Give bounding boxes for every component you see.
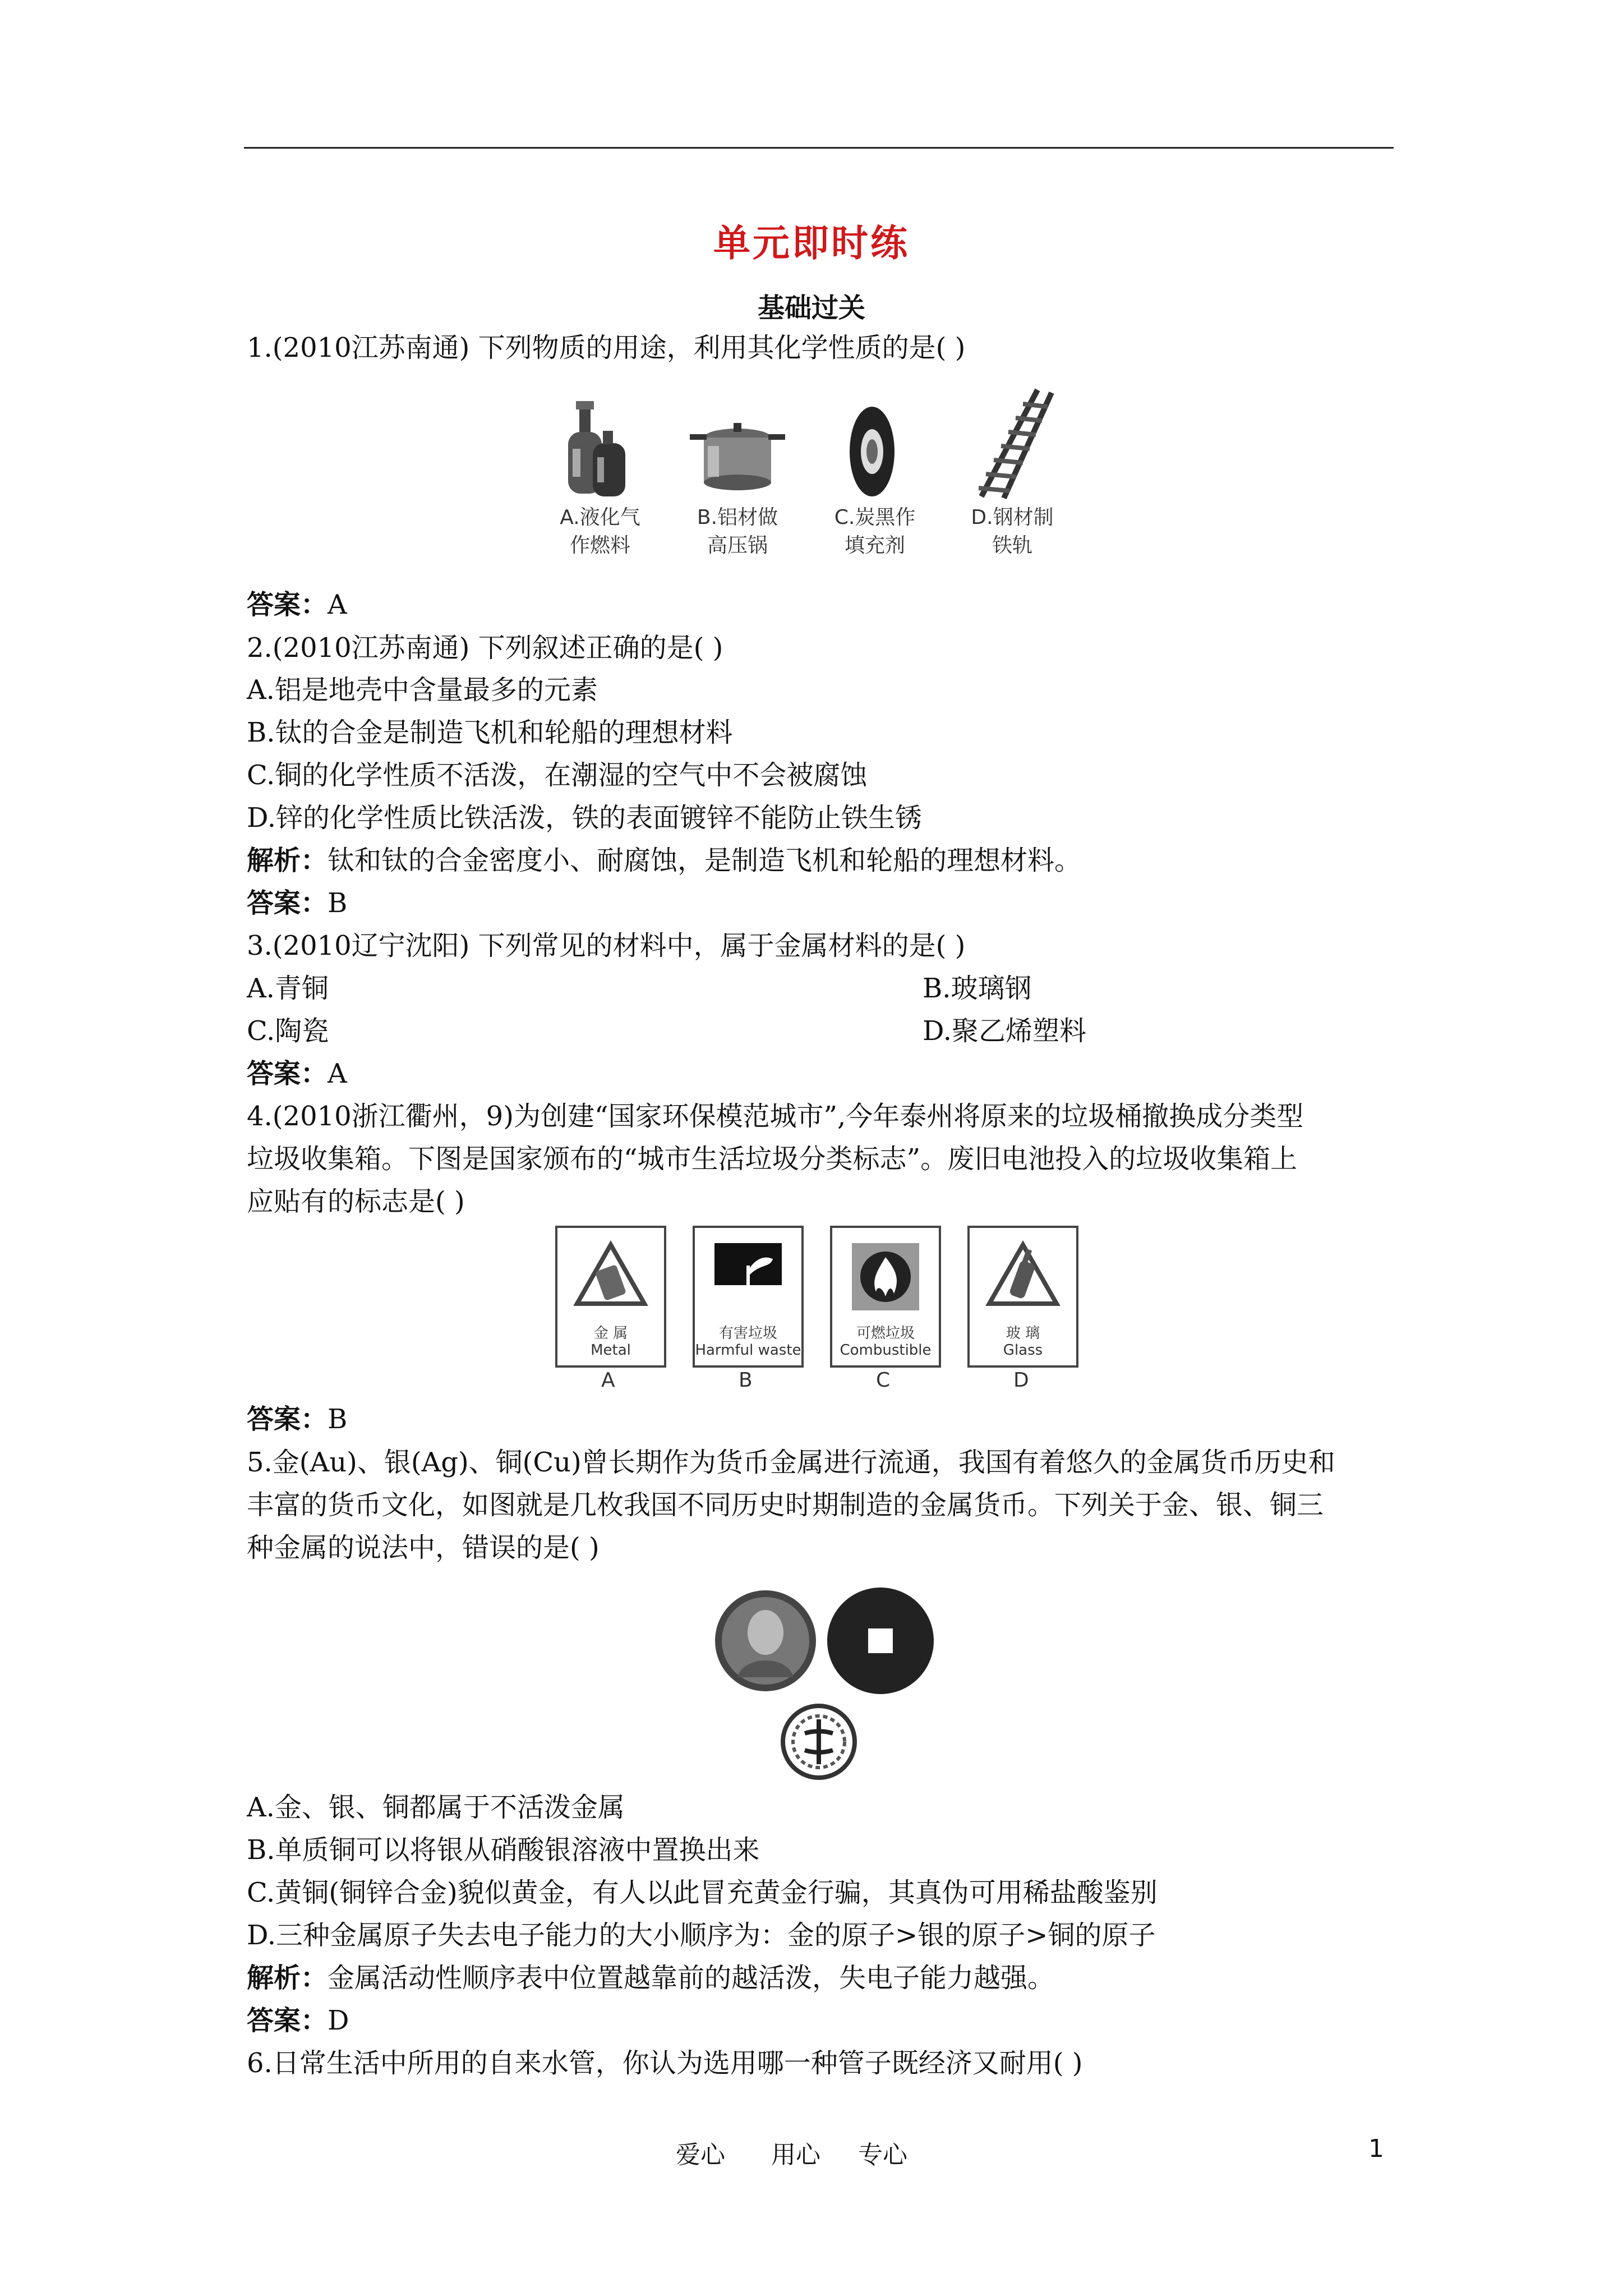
sign-letter-a: A (601, 1369, 615, 1392)
question-2-option-a: A.铝是地壳中含量最多的元素 (247, 674, 598, 706)
header-rule (244, 147, 1394, 149)
question-3-option-c: C.陶瓷 (247, 1015, 329, 1047)
coins-figure (707, 1582, 942, 1784)
sign-letter-c: C (876, 1369, 891, 1392)
question-1-stem: 1.(2010江苏南通) 下列物质的用途，利用其化学性质的是( ) (247, 332, 966, 364)
sign-d-glass: 玻 璃 Glass (967, 1226, 1078, 1368)
question-4-line-2: 垃圾收集箱。下图是国家颁布的“城市生活垃圾分类标志”。废旧电池投入的垃圾收集箱上 (247, 1143, 1298, 1175)
q1-label-a: A.液化气 作燃料 (560, 506, 640, 557)
footer-item-3: 专心 (858, 2141, 907, 2169)
question-2-option-b: B.钛的合金是制造飞机和轮船的理想材料 (247, 717, 733, 748)
gas-cylinder-icon (564, 387, 631, 499)
page-title: 单元即时练 (713, 222, 910, 265)
question-5-option-a: A.金、银、铜都属于不活泼金属 (247, 1792, 625, 1823)
question-5-analysis: 解析：金属活动性顺序表中位置越靠前的越活泼，失电子能力越强。 (247, 1962, 1055, 1994)
footer-item-1: 爱心 (676, 2141, 725, 2169)
question-2-option-c: C.铜的化学性质不活泼，在潮湿的空气中不会被腐蚀 (247, 760, 868, 791)
question-3-stem: 3.(2010辽宁沈阳) 下列常见的材料中，属于金属材料的是( ) (247, 930, 966, 961)
question-4-line-1: 4.(2010浙江衢州，9)为创建“国家环保模范城市”,今年泰州将原来的垃圾桶撤换成分类型 (247, 1101, 1304, 1132)
sign-letter-d: D (1013, 1369, 1029, 1392)
page-number: 1 (1368, 2134, 1384, 2163)
question-2-stem: 2.(2010江苏南通) 下列叙述正确的是( ) (247, 632, 723, 664)
pressure-cooker-icon (690, 415, 785, 494)
question-2-analysis: 解析：钛和钛的合金密度小、耐腐蚀，是制造飞机和轮船的理想材料。 (247, 845, 1082, 876)
question-5-line-1: 5.金(Au)、银(Ag)、铜(Cu)曾长期作为货币金属进行流通，我国有着悠久的金属货币历史和 (247, 1447, 1335, 1478)
harmful-waste-icon (712, 1240, 785, 1313)
question-5-option-d: D.三种金属原子失去电子能力的大小顺序为：金的原子>银的原子>铜的原子 (247, 1920, 1156, 1951)
q1-label-d: D.钢材制 铁轨 (971, 506, 1054, 557)
square-hole-coin-icon (824, 1585, 937, 1697)
metal-recycle-icon (571, 1239, 650, 1312)
question-3-option-b: B.玻璃钢 (923, 973, 1032, 1004)
sign-letter-b: B (739, 1369, 753, 1392)
sign-c-combustible: 可燃垃圾 Combustible (830, 1226, 941, 1368)
question-5-line-2: 丰富的货币文化，如图就是几枚我国不同历史时期制造的金属货币。下列关于金、银、铜三 (247, 1489, 1324, 1521)
sign-b-harmful-waste: 有害垃圾 Harmful waste (693, 1226, 804, 1368)
question-5-answer: 答案：D (247, 2005, 349, 2036)
sign-a-metal: 金 属 Metal (555, 1226, 666, 1368)
question-3-answer: 答案：A (247, 1058, 347, 1089)
question-2-option-d: D.锌的化学性质比铁活泼，铁的表面镀锌不能防止铁生锈 (247, 802, 923, 834)
question-5-line-3: 种金属的说法中，错误的是( ) (247, 1532, 600, 1563)
question-4-line-3: 应贴有的标志是( ) (247, 1186, 465, 1217)
question-6-stem: 6.日常生活中所用的自来水管，你认为选用哪一种管子既经济又耐用( ) (247, 2047, 1083, 2079)
question-1-answer: 答案：A (247, 589, 347, 620)
flame-icon (849, 1240, 922, 1313)
question-1-figure (544, 381, 1094, 567)
rail-track-icon (970, 387, 1054, 499)
q1-label-b: B.铝材做 高压锅 (697, 506, 778, 557)
tire-icon (847, 404, 897, 499)
question-5-option-c: C.黄铜(铜锌合金)貌似黄金，有人以此冒充黄金行骗，其真伪可用稀盐酸鉴别 (247, 1877, 1158, 1908)
footer-item-2: 用心 (771, 2141, 820, 2169)
question-2-answer: 答案：B (247, 887, 348, 919)
question-5-option-b: B.单质铜可以将银从硝酸银溶液中置换出来 (247, 1834, 760, 1866)
question-4-answer: 答案：B (247, 1404, 348, 1435)
question-3-option-a: A.青铜 (247, 973, 329, 1004)
section-subtitle: 基础过关 (757, 292, 865, 324)
question-3-option-d: D.聚乙烯塑料 (923, 1015, 1087, 1047)
glass-bottle-icon (984, 1239, 1062, 1312)
portrait-coin-icon (712, 1588, 819, 1694)
q1-label-c: C.炭黑作 填充剂 (834, 506, 916, 557)
ornate-coin-icon (780, 1703, 858, 1781)
